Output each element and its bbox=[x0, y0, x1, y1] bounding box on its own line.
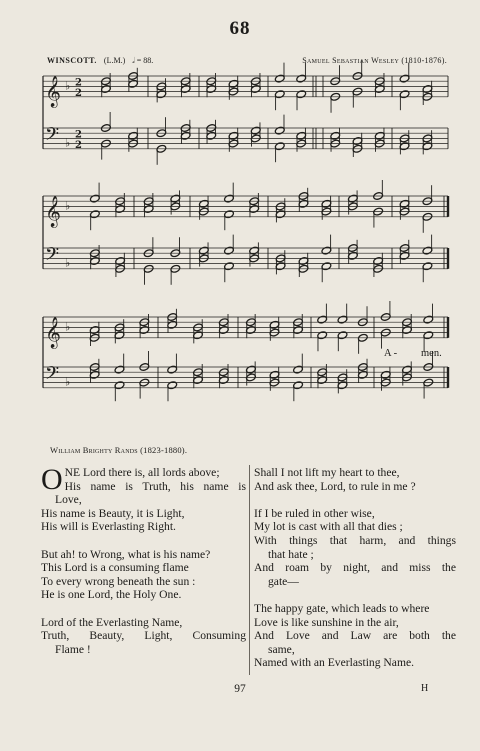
verse-line: If I be ruled in other wise, bbox=[254, 506, 375, 520]
composer-credit: Samuel Sebastian Wesley (1810-1876). bbox=[302, 56, 447, 65]
page-number: 68 bbox=[229, 18, 251, 39]
treble-clef: 𝄞 bbox=[45, 316, 61, 348]
verse-line: Shall I not lift my heart to thee, bbox=[254, 466, 400, 479]
verse-line: Love, bbox=[55, 493, 82, 507]
time-signature: 2 bbox=[75, 139, 82, 151]
verse-line: And ask thee, Lord, to rule in me ? bbox=[254, 479, 416, 493]
verse-line: NE Lord there is, all lords above; bbox=[64, 466, 220, 479]
verse-line: Truth, Beauty, Light, Consuming bbox=[41, 629, 246, 643]
verse-line: that hate ; bbox=[268, 547, 314, 561]
verse-line: Flame ! bbox=[55, 642, 91, 656]
verse-line: To every wrong beneath the sun : bbox=[41, 574, 196, 588]
stanza bbox=[41, 463, 246, 534]
flat-sign: ♭ bbox=[65, 375, 71, 389]
treble-clef: 𝄞 bbox=[45, 195, 61, 227]
verse-line: same, bbox=[268, 642, 295, 656]
stanza bbox=[254, 466, 456, 493]
amen-syllable-men: men. bbox=[421, 348, 442, 359]
verse-line: He is one Lord, the Holy One. bbox=[41, 588, 182, 602]
bass-clef: 𝄢 bbox=[45, 124, 60, 150]
verse-line: My lot is cast with all that dies ; bbox=[254, 520, 403, 534]
verse-line: His will is Everlasting Right. bbox=[41, 520, 176, 534]
drop-cap: O bbox=[41, 463, 63, 496]
signature-mark: H bbox=[421, 683, 429, 694]
hymn-author: William Brighty Rands (1823-1880). bbox=[50, 445, 188, 455]
verse-line: With things that harm, and things bbox=[254, 533, 456, 547]
hymn-column-left bbox=[41, 463, 246, 670]
time-signature: 2 bbox=[75, 129, 82, 141]
stanza bbox=[41, 548, 246, 602]
flat-sign: ♭ bbox=[65, 256, 71, 270]
flat-sign: ♭ bbox=[65, 79, 71, 93]
hymn-column-right bbox=[254, 466, 456, 684]
flat-sign: ♭ bbox=[65, 199, 71, 213]
verse-line: gate— bbox=[268, 574, 299, 588]
tune-meter: (L.M.) bbox=[103, 56, 126, 65]
time-signature: 2 bbox=[75, 87, 82, 99]
flat-sign: ♭ bbox=[65, 320, 71, 334]
folio-number: 97 bbox=[234, 683, 246, 695]
treble-clef: 𝄞 bbox=[45, 75, 61, 107]
verse-line: His name is Beauty, it is Light, bbox=[41, 506, 185, 520]
bass-clef: 𝄢 bbox=[45, 363, 60, 389]
verse-line: Lord of the Everlasting Name, bbox=[41, 615, 183, 629]
verse-line: Named with an Everlasting Name. bbox=[254, 656, 415, 670]
verse-line: The happy gate, which leads to where bbox=[254, 601, 430, 615]
flat-sign: ♭ bbox=[65, 136, 71, 150]
verse-line: Love is like sunshine in the air, bbox=[254, 615, 399, 629]
tempo-marking: 𝅗𝅥 = 88. bbox=[132, 56, 154, 65]
verse-line: But ah! to Wrong, what is his name? bbox=[41, 547, 211, 561]
stanza bbox=[41, 616, 246, 657]
tune-name: WINSCOTT. bbox=[47, 56, 97, 65]
verse-line: And Love and Law are both the bbox=[254, 629, 456, 643]
verse-line: His name is Truth, his name is bbox=[64, 479, 246, 493]
time-signature: 2 bbox=[75, 77, 82, 89]
verse-line: This Lord is a consuming flame bbox=[41, 561, 189, 575]
stanza bbox=[254, 507, 456, 589]
verse-line: And roam by night, and miss the bbox=[254, 561, 456, 575]
column-divider bbox=[249, 465, 250, 675]
stanza bbox=[254, 602, 456, 670]
bass-clef: 𝄢 bbox=[45, 244, 60, 270]
amen-syllable-a: A - bbox=[384, 348, 398, 359]
